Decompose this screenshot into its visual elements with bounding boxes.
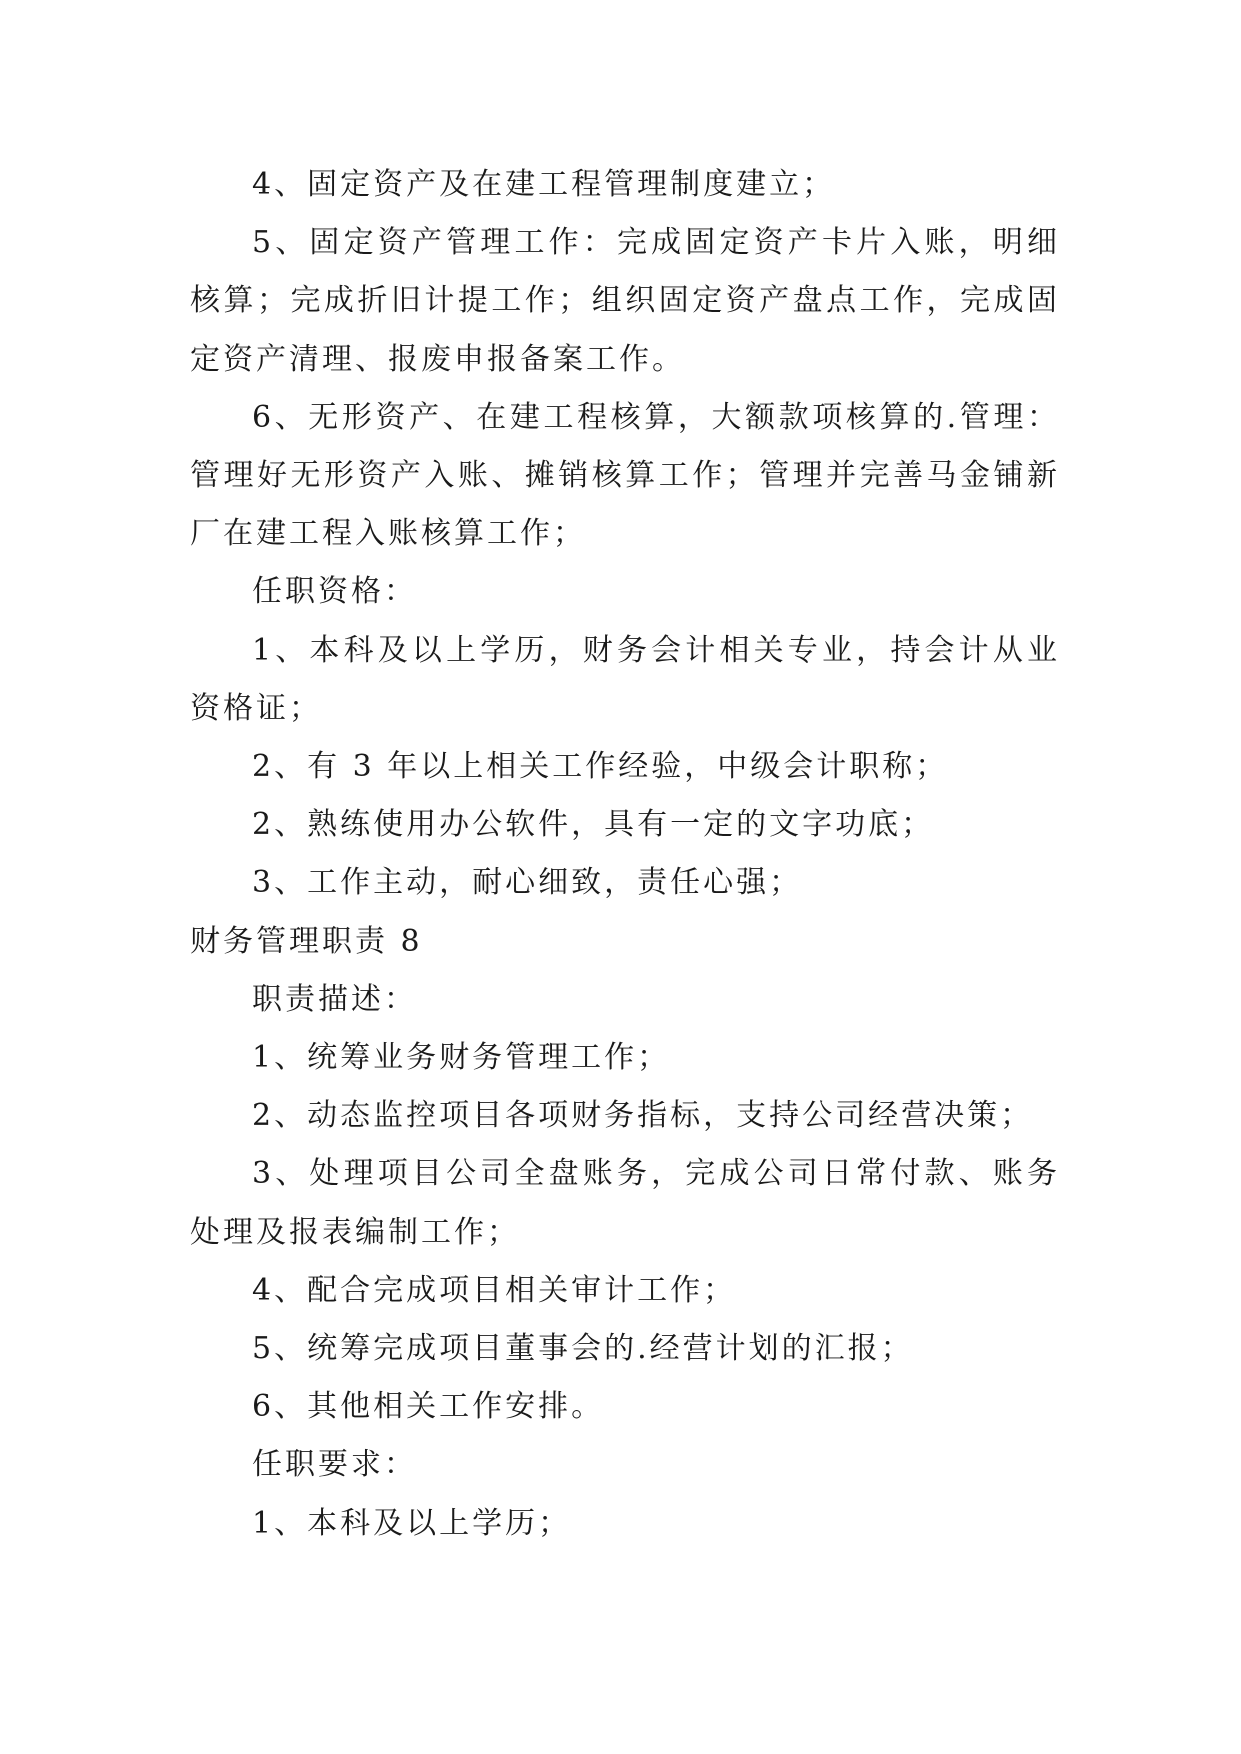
paragraph: 2、有 3 年以上相关工作经验，中级会计职称； <box>252 749 949 785</box>
paragraph: 1、本科及以上学历； <box>252 1505 572 1541</box>
paragraph: 5、固定资产管理工作：完成固定资产卡片入账，明细核算；完成折旧计提工作；组织固定资产盘点工作，完成固定资产清理、报废申报备案工作。 <box>190 225 1060 377</box>
paragraph: 2、动态监控项目各项财务指标，支持公司经营决策； <box>252 1098 1034 1134</box>
paragraph: 2、熟练使用办公软件，具有一定的文字功底； <box>252 807 935 843</box>
paragraph: 1、统筹业务财务管理工作； <box>252 1040 671 1076</box>
paragraph: 4、固定资产及在建工程管理制度建立； <box>252 167 836 202</box>
section-heading: 财务管理职责 8 <box>190 923 423 959</box>
paragraph: 3、工作主动，耐心细致，责任心强； <box>252 865 803 901</box>
document-body <box>190 156 1060 1553</box>
paragraph: 1、本科及以上学历，财务会计相关专业，持会计从业资格证； <box>190 632 1060 726</box>
paragraph: 5、统筹完成项目董事会的.经营计划的汇报； <box>252 1331 914 1367</box>
paragraph: 6、无形资产、在建工程核算，大额款项核算的.管理：管理好无形资产入账、摊销核算工作；管理并完善马金铺新厂在建工程入账核算工作； <box>190 399 1060 552</box>
paragraph: 3、处理项目公司全盘账务，完成公司日常付款、账务处理及报表编制工作； <box>190 1156 1060 1250</box>
section-subheading: 职责描述： <box>252 981 417 1017</box>
section-subheading: 任职资格： <box>252 574 417 610</box>
section-subheading: 任职要求： <box>252 1447 417 1483</box>
paragraph: 6、其他相关工作安排。 <box>252 1389 605 1425</box>
paragraph: 4、配合完成项目相关审计工作； <box>252 1272 737 1308</box>
